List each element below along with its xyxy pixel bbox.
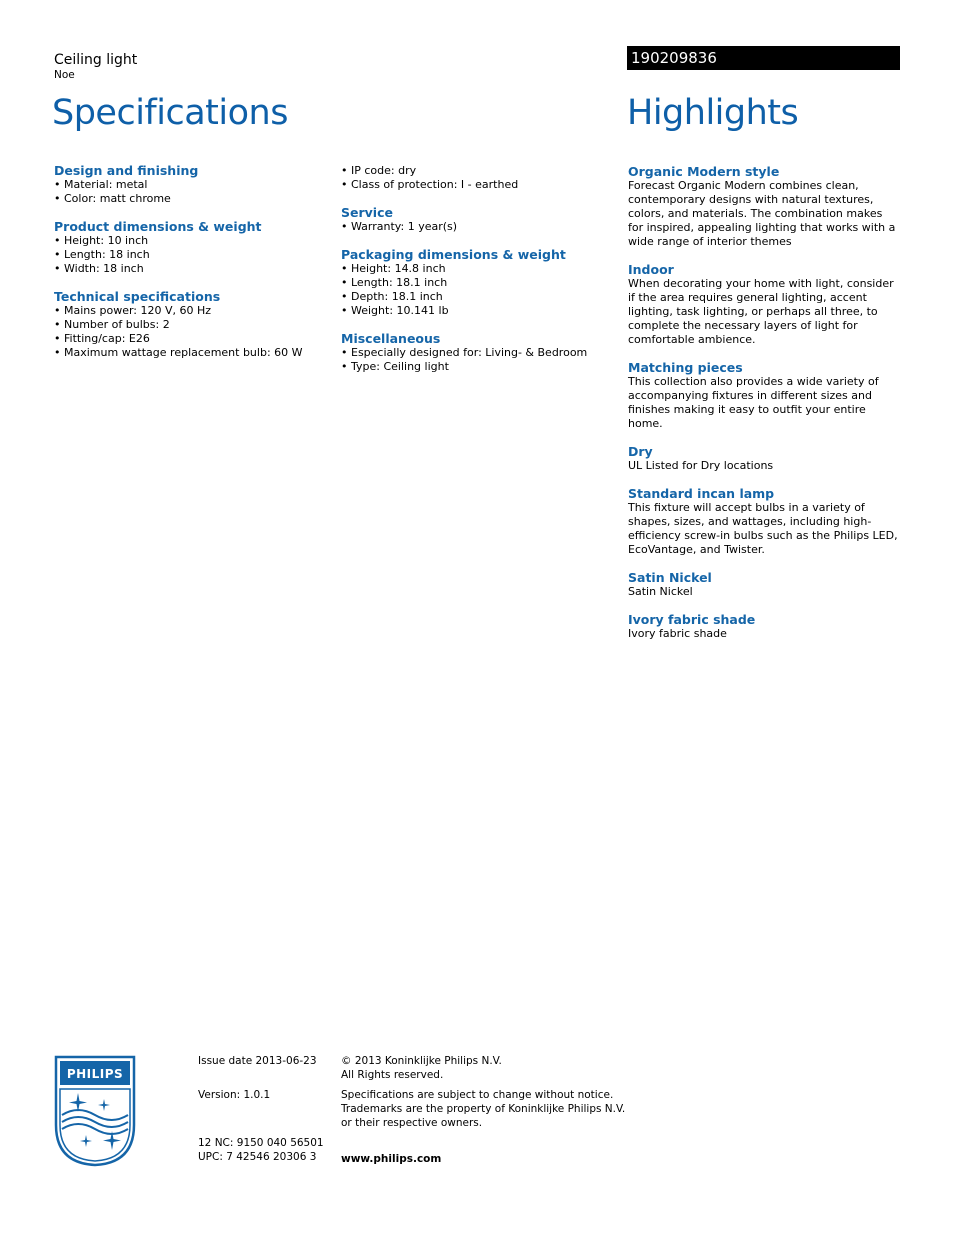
upc-number: UPC: 7 42546 20306 3 xyxy=(198,1151,317,1163)
spec-item: • Weight: 10.141 lb xyxy=(341,304,611,318)
highlight xyxy=(628,487,900,557)
highlight-text: UL Listed for Dry locations xyxy=(628,459,774,472)
highlight-title: Satin Nickel xyxy=(628,570,712,585)
product-type: Ceiling light xyxy=(54,52,138,68)
spec-item: • Color: matt chrome xyxy=(54,192,324,206)
spec-item: • Length: 18 inch xyxy=(54,248,324,262)
website-link[interactable]: www.philips.com xyxy=(341,1153,442,1165)
spec-item: • Mains power: 120 V, 60 Hz xyxy=(54,304,324,318)
highlight-title: Indoor xyxy=(628,262,674,277)
copyright: © 2013 Koninklijke Philips N.V. xyxy=(341,1055,502,1067)
highlight xyxy=(628,361,900,431)
nc-number: 12 NC: 9150 040 56501 xyxy=(198,1137,324,1149)
specs-column-2 xyxy=(341,164,611,388)
highlight xyxy=(628,571,900,599)
spec-item: • Especially designed for: Living- & Bedroom xyxy=(341,346,611,360)
notice-line: or their respective owners. xyxy=(341,1117,483,1129)
highlight-title: Organic Modern style xyxy=(628,164,780,179)
spec-item: • Depth: 18.1 inch xyxy=(341,290,611,304)
spec-section xyxy=(341,332,611,374)
spec-section xyxy=(54,220,324,276)
highlights-column xyxy=(628,165,900,655)
spec-section-title: Design and finishing xyxy=(54,163,199,178)
brand-wordmark: PHILIPS xyxy=(66,1067,124,1081)
spec-section-title: Product dimensions & weight xyxy=(54,219,262,234)
highlight-title: Standard incan lamp xyxy=(628,486,775,501)
philips-shield-logo xyxy=(54,1055,136,1171)
spec-section xyxy=(54,290,324,360)
spec-section xyxy=(341,164,611,192)
specifications-title: Specifications xyxy=(52,93,288,133)
spec-section xyxy=(341,206,611,234)
specs-column-1 xyxy=(54,164,324,374)
highlight-text: When decorating your home with light, consider if the area requires general lighting, accent lighting, task lighting, or perhaps all three, to complete the necessary layers of light for comfortable ambience. xyxy=(628,277,894,346)
spec-item: • Number of bulbs: 2 xyxy=(54,318,324,332)
product-code: 190209836 xyxy=(627,46,900,70)
spec-item: • Width: 18 inch xyxy=(54,262,324,276)
highlight-text: This collection also provides a wide variety of accompanying fixtures in different sizes and finishes making it easy to outfit your entire home. xyxy=(628,375,879,430)
spec-item: • Warranty: 1 year(s) xyxy=(341,220,611,234)
spec-section-title: Technical specifications xyxy=(54,289,221,304)
notice-line: Specifications are subject to change without notice. xyxy=(341,1089,614,1101)
highlight-title: Matching pieces xyxy=(628,360,743,375)
highlight-text: Forecast Organic Modern combines clean, contemporary designs with natural textures, colors, and materials. The combination makes for inspired, appealing lighting that works with a wide range of interior themes xyxy=(628,179,896,248)
highlight xyxy=(628,445,900,473)
highlight-text: This fixture will accept bulbs in a variety of shapes, sizes, and wattages, including high-efficiency screw-in bulbs such as the Philips LED, EcoVantage, and Twister. xyxy=(628,501,898,556)
spec-item: • Maximum wattage replacement bulb: 60 W xyxy=(54,346,324,360)
issue-date: Issue date 2013-06-23 xyxy=(198,1055,317,1067)
rights: All Rights reserved. xyxy=(341,1069,444,1081)
spec-item: • Class of protection: I - earthed xyxy=(341,178,611,192)
highlight xyxy=(628,263,900,347)
highlight-text: Satin Nickel xyxy=(628,585,693,598)
spec-section-title: Service xyxy=(341,205,393,220)
footer-meta xyxy=(198,1054,328,1164)
spec-item: • Height: 14.8 inch xyxy=(341,262,611,276)
spec-item: • Type: Ceiling light xyxy=(341,360,611,374)
notice-line: Trademarks are the property of Koninklijke Philips N.V. xyxy=(341,1103,626,1115)
spec-item: • Height: 10 inch xyxy=(54,234,324,248)
spec-section-title: Miscellaneous xyxy=(341,331,441,346)
spec-section xyxy=(341,248,611,318)
spec-section xyxy=(54,164,324,206)
spec-section-title: Packaging dimensions & weight xyxy=(341,247,566,262)
highlight-title: Dry xyxy=(628,444,653,459)
spec-item: • Length: 18.1 inch xyxy=(341,276,611,290)
spec-item: • IP code: dry xyxy=(341,164,611,178)
highlights-title: Highlights xyxy=(627,93,799,133)
footer-legal xyxy=(341,1054,631,1166)
highlight-title: Ivory fabric shade xyxy=(628,612,756,627)
highlight-text: Ivory fabric shade xyxy=(628,627,727,640)
spec-item: • Fitting/cap: E26 xyxy=(54,332,324,346)
highlight xyxy=(628,165,900,249)
spec-item: • Material: metal xyxy=(54,178,324,192)
highlight xyxy=(628,613,900,641)
version: Version: 1.0.1 xyxy=(198,1089,271,1101)
product-name: Noe xyxy=(54,69,75,81)
